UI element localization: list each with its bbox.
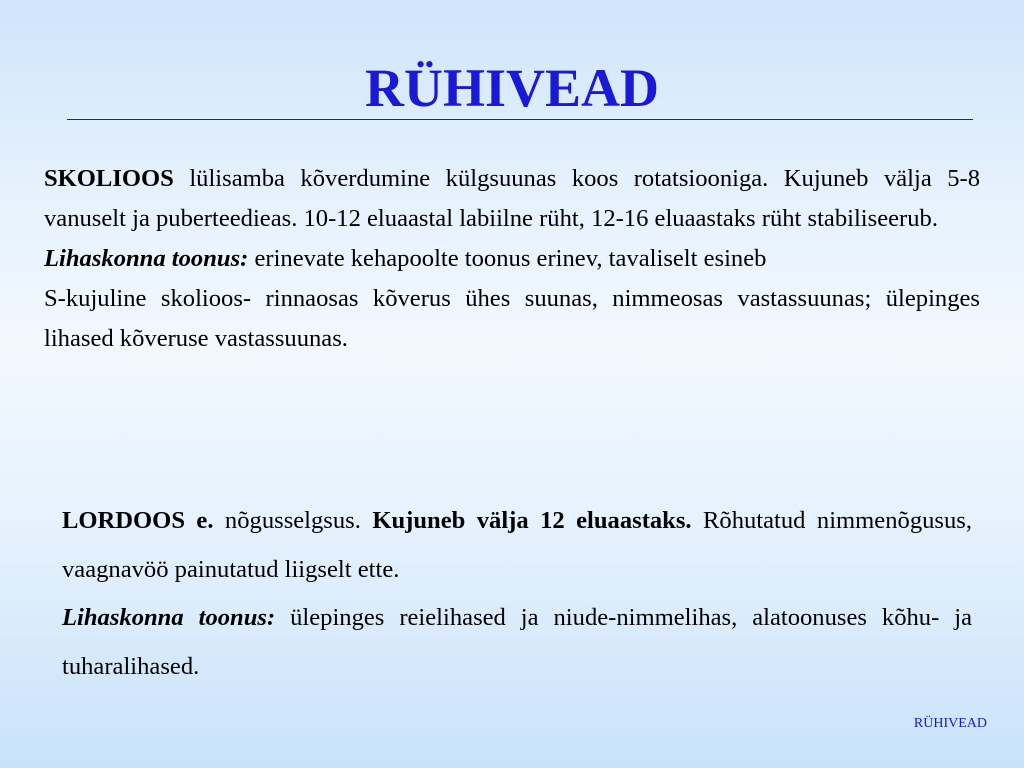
lordoos-synonym: nõgusselgsus. [213,507,373,534]
skolioos-tone-paragraph [44,239,980,279]
skolioos-section [44,159,980,359]
lordoos-section [62,497,972,691]
lordoos-tone-paragraph [62,594,972,691]
lordoos-description: Rõhutatud nimmenõgusus, vaagnavöö painutatud liigselt ette. [62,507,972,583]
skolioos-tone-label: Lihaskonna toonus: [44,245,249,272]
skolioos-s-shape-paragraph: S-kujuline skolioos- rinnaosas kõverus ühes suunas, nimmeosas vastassuunas; ülepinges lihased kõveruse vastassuunas. [44,285,980,352]
skolioos-definition-paragraph [44,159,980,239]
skolioos-tone-text: erinevate kehapoolte toonus erinev, tavaliselt esineb [248,245,767,272]
lordoos-term: LORDOOS e. [62,507,214,534]
skolioos-definition: lülisamba kõverdumine külgsuunas koos rotatsiooniga. Kujuneb välja 5-8 vanuselt ja puberteedieas. 10-12 eluaastal labiilne rüht, 12-16 eluaastaks rüht stabiliseerub. [44,165,980,232]
lordoos-tone-label: Lihaskonna toonus: [62,604,276,631]
skolioos-term: SKOLIOOS [44,165,174,192]
lordoos-tone-text: ülepinges reielihased ja niude-nimmelihas, alatoonuses kõhu- ja tuharalihased. [62,604,972,680]
lordoos-definition-paragraph [62,497,972,594]
slide-footer: RÜHIVEAD [913,716,987,731]
lordoos-onset: Kujuneb välja 12 eluaastaks. [372,507,692,534]
slide-title: RÜHIVEAD [364,58,660,118]
title-underline [67,119,973,120]
